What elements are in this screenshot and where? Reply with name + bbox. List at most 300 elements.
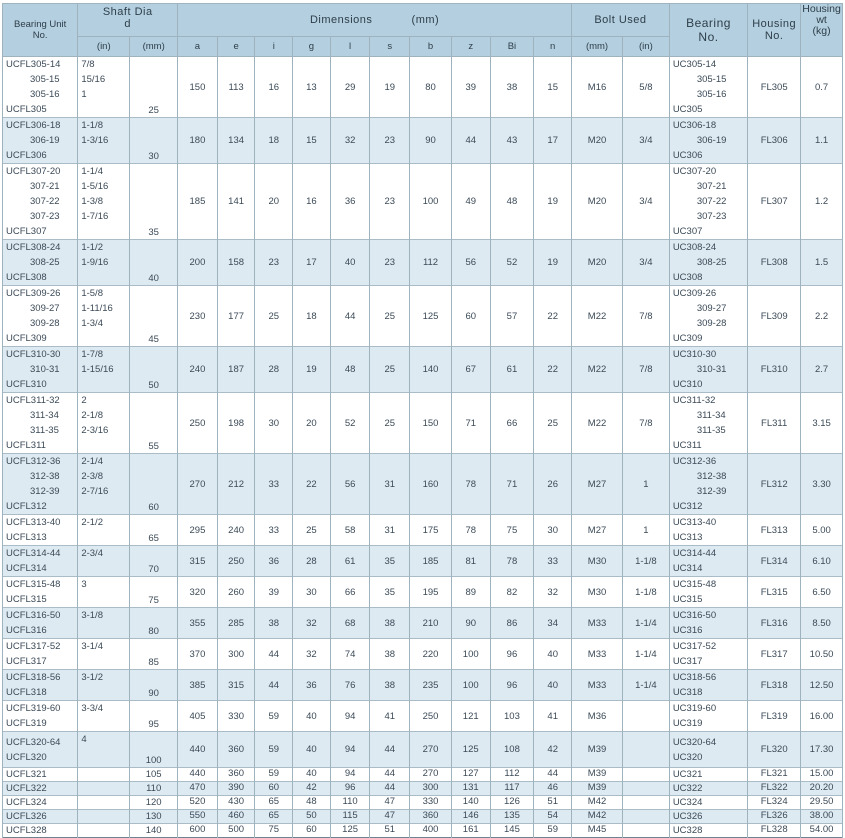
bearing-unit-line: UCFL315-48 [6, 579, 61, 590]
bearing-no-line: 312-39 [696, 486, 727, 497]
cell-s: 23 [370, 240, 410, 286]
bearing-unit-line: UCFL306 [6, 150, 47, 161]
header-bearing-unit-no [3, 4, 78, 57]
header-bolt-used: Bolt Used [572, 4, 670, 37]
cell-g: 48 [293, 796, 331, 810]
bearing-no-line: 309-28 [696, 318, 727, 329]
cell-s: 47 [370, 796, 410, 810]
cell-l: 110 [330, 796, 370, 810]
cell-s: 38 [370, 639, 410, 670]
table-row [3, 608, 843, 639]
cell-bi: 82 [490, 577, 534, 608]
cell-bi: 61 [490, 347, 534, 393]
bearing-no-line: 307-23 [696, 211, 727, 222]
cell-bearing-unit [3, 782, 78, 796]
table-row [3, 732, 843, 768]
bearing-no-line: UC307 [672, 226, 703, 237]
cell-housing-wt: 1.2 [801, 164, 843, 240]
cell-bearing-unit [3, 546, 78, 577]
cell-housing-no: FL326 [748, 810, 801, 824]
bearing-unit-line: UCFL312 [6, 501, 47, 512]
cell-l: 61 [330, 546, 370, 577]
header-a: a [178, 37, 218, 57]
cell-g: 50 [293, 810, 331, 824]
header-z: z [451, 37, 490, 57]
bearing-unit-line: UCFL305 [6, 104, 47, 115]
cell-e: 141 [217, 164, 255, 240]
shaft-mm-value: 30 [148, 151, 159, 162]
cell-bolt-in [622, 732, 669, 768]
header-housing-no-line1: Housing [752, 18, 797, 30]
cell-z: 90 [451, 608, 490, 639]
cell-shaft-mm [130, 393, 178, 454]
cell-bolt-in: 1-1/8 [622, 546, 669, 577]
cell-bolt-in [622, 768, 669, 782]
cell-a: 200 [178, 240, 218, 286]
cell-housing-wt: 8.50 [801, 608, 843, 639]
shaft-mm-value: 45 [148, 334, 159, 345]
cell-bolt-mm: M30 [572, 546, 623, 577]
cell-z: 140 [451, 796, 490, 810]
cell-g: 40 [293, 701, 331, 732]
bearing-no-line: UC320 [672, 751, 703, 763]
cell-a: 370 [178, 639, 218, 670]
shaft-mm-value: 35 [148, 227, 159, 238]
cell-b: 100 [410, 164, 452, 240]
cell-bolt-mm: M16 [572, 57, 623, 118]
cell-z: 67 [451, 347, 490, 393]
table-body [3, 57, 843, 838]
cell-b: 140 [410, 347, 452, 393]
cell-bearing-unit [3, 732, 78, 768]
cell-bi: 43 [490, 118, 534, 164]
cell-bearing-no [669, 57, 747, 118]
cell-b: 125 [410, 286, 452, 347]
cell-shaft-in [78, 118, 130, 164]
table-row [3, 393, 843, 454]
cell-l: 96 [330, 782, 370, 796]
cell-shaft-in [78, 347, 130, 393]
bearing-unit-line: UCFL305-14 [6, 59, 61, 70]
cell-b: 300 [410, 782, 452, 796]
header-i: i [255, 37, 293, 57]
cell-housing-wt: 29.50 [801, 796, 843, 810]
cell-shaft-mm [130, 824, 178, 838]
cell-bi: 145 [490, 824, 534, 838]
bearing-no-line: 310-31 [696, 364, 727, 375]
cell-bearing-unit [3, 577, 78, 608]
cell-l: 48 [330, 347, 370, 393]
cell-a: 315 [178, 546, 218, 577]
shaft-mm-value: 105 [145, 769, 162, 780]
header-bearing-no-line1: Bearing [686, 16, 731, 30]
cell-housing-wt: 2.2 [801, 286, 843, 347]
cell-housing-wt: 16.00 [801, 701, 843, 732]
shaft-in-line: 3 [81, 579, 87, 590]
shaft-mm-value: 75 [148, 595, 159, 606]
cell-s: 47 [370, 810, 410, 824]
shaft-mm-value: 70 [148, 564, 159, 575]
cell-n: 51 [534, 796, 572, 810]
cell-z: 39 [451, 57, 490, 118]
shaft-in-line [81, 768, 129, 780]
table-row [3, 670, 843, 701]
bearing-unit-line: UCFL310 [6, 379, 47, 390]
cell-e: 212 [217, 454, 255, 515]
cell-housing-wt: 38.00 [801, 810, 843, 824]
cell-bolt-mm: M45 [572, 824, 623, 838]
shaft-in-line: 2-1/8 [81, 410, 103, 421]
shaft-in-line: 1-15/16 [81, 364, 114, 375]
bearing-unit-line: 312-38 [30, 471, 60, 482]
cell-bolt-mm: M20 [572, 118, 623, 164]
cell-bearing-unit [3, 57, 78, 118]
header-mm: (mm) [130, 37, 178, 57]
cell-shaft-in [78, 240, 130, 286]
cell-bolt-mm: M22 [572, 347, 623, 393]
cell-bearing-unit [3, 286, 78, 347]
cell-housing-wt: 54.00 [801, 824, 843, 838]
cell-bolt-mm: M42 [572, 810, 623, 824]
cell-s: 38 [370, 608, 410, 639]
shaft-in-line: 1-5/16 [81, 181, 109, 192]
cell-g: 36 [293, 670, 331, 701]
cell-bearing-no [669, 608, 747, 639]
cell-s: 38 [370, 670, 410, 701]
cell-bearing-no [669, 796, 747, 810]
cell-z: 100 [451, 639, 490, 670]
cell-g: 20 [293, 393, 331, 454]
table-row [3, 286, 843, 347]
cell-bolt-mm: M33 [572, 639, 623, 670]
cell-housing-no: FL317 [748, 639, 801, 670]
cell-s: 44 [370, 782, 410, 796]
cell-shaft-mm [130, 796, 178, 810]
cell-bolt-in: 1-1/4 [622, 639, 669, 670]
cell-z: 49 [451, 164, 490, 240]
cell-bearing-no [669, 768, 747, 782]
cell-shaft-in [78, 286, 130, 347]
cell-i: 20 [255, 164, 293, 240]
cell-bearing-unit [3, 768, 78, 782]
table-row [3, 164, 843, 240]
cell-a: 440 [178, 768, 218, 782]
cell-bolt-mm: M22 [572, 286, 623, 347]
cell-g: 60 [293, 824, 331, 838]
cell-n: 19 [534, 164, 572, 240]
table-row [3, 824, 843, 838]
header-s: s [370, 37, 410, 57]
cell-bearing-unit [3, 639, 78, 670]
shaft-in-line: 2 [81, 395, 87, 406]
cell-bolt-in: 3/4 [622, 240, 669, 286]
cell-s: 25 [370, 393, 410, 454]
cell-housing-no: FL321 [748, 768, 801, 782]
cell-s: 44 [370, 768, 410, 782]
header-housing-wt [801, 4, 843, 57]
cell-z: 121 [451, 701, 490, 732]
cell-housing-no: FL308 [748, 240, 801, 286]
cell-g: 22 [293, 454, 331, 515]
cell-n: 19 [534, 240, 572, 286]
header-dimensions: Dimensions (mm) [178, 4, 572, 37]
bearing-no-line: UC324 [672, 796, 703, 808]
cell-shaft-mm [130, 286, 178, 347]
header-housing-no-line2: No. [764, 30, 784, 42]
bearing-no-line: UC308 [672, 272, 703, 283]
cell-g: 25 [293, 515, 331, 546]
cell-housing-wt: 15.00 [801, 768, 843, 782]
cell-shaft-in [78, 164, 130, 240]
cell-bolt-mm: M22 [572, 393, 623, 454]
cell-g: 15 [293, 118, 331, 164]
cell-l: 40 [330, 240, 370, 286]
shaft-in-line: 1-7/8 [81, 349, 103, 360]
cell-n: 30 [534, 515, 572, 546]
cell-bearing-no [669, 810, 747, 824]
cell-l: 52 [330, 393, 370, 454]
bearing-unit-line: 305-15 [30, 74, 60, 85]
cell-g: 19 [293, 347, 331, 393]
cell-bi: 126 [490, 796, 534, 810]
bearing-unit-line: 307-23 [30, 211, 60, 222]
bearing-unit-line: 310-31 [30, 364, 60, 375]
cell-housing-wt: 20.20 [801, 782, 843, 796]
cell-shaft-in [78, 454, 130, 515]
cell-a: 600 [178, 824, 218, 838]
cell-g: 32 [293, 608, 331, 639]
bearing-unit-line: UCFL317 [6, 656, 47, 667]
bearing-no-line: 308-25 [696, 257, 727, 268]
cell-z: 56 [451, 240, 490, 286]
cell-shaft-in [78, 577, 130, 608]
cell-e: 330 [217, 701, 255, 732]
bearing-no-line: UC328 [672, 824, 703, 836]
cell-bearing-unit [3, 240, 78, 286]
cell-shaft-mm [130, 782, 178, 796]
bearing-unit-line: UCFL324 [6, 796, 47, 808]
cell-shaft-in [78, 701, 130, 732]
cell-s: 19 [370, 57, 410, 118]
cell-shaft-in [78, 824, 130, 838]
cell-bearing-unit [3, 347, 78, 393]
cell-bearing-no [669, 701, 747, 732]
table-row [3, 454, 843, 515]
shaft-in-line: 2-1/4 [81, 456, 103, 467]
cell-i: 44 [255, 670, 293, 701]
header-housing-wt-line2: wt [816, 14, 827, 26]
cell-n: 59 [534, 824, 572, 838]
cell-bi: 96 [490, 670, 534, 701]
cell-housing-wt: 3.15 [801, 393, 843, 454]
cell-shaft-mm [130, 810, 178, 824]
header-e: e [217, 37, 255, 57]
table-row [3, 240, 843, 286]
table-row [3, 768, 843, 782]
shaft-mm-value: 50 [148, 380, 159, 391]
cell-n: 44 [534, 768, 572, 782]
cell-shaft-mm [130, 515, 178, 546]
cell-b: 360 [410, 810, 452, 824]
bearing-unit-line: UCFL310-30 [6, 349, 61, 360]
shaft-in-line: 2-3/4 [81, 548, 103, 559]
cell-bearing-unit [3, 393, 78, 454]
cell-e: 285 [217, 608, 255, 639]
shaft-mm-value: 40 [148, 273, 159, 284]
cell-housing-no: FL306 [748, 118, 801, 164]
table-header [3, 4, 843, 57]
cell-i: 25 [255, 286, 293, 347]
cell-bearing-no [669, 118, 747, 164]
cell-housing-no: FL324 [748, 796, 801, 810]
shaft-in-line [81, 824, 129, 836]
cell-i: 65 [255, 810, 293, 824]
cell-housing-wt: 1.5 [801, 240, 843, 286]
cell-shaft-mm [130, 240, 178, 286]
cell-b: 270 [410, 768, 452, 782]
bearing-no-line: UC316-50 [672, 610, 717, 621]
cell-b: 210 [410, 608, 452, 639]
cell-bearing-unit [3, 796, 78, 810]
bearing-unit-line: 308-25 [30, 257, 60, 268]
bearing-unit-line: UCFL307 [6, 226, 47, 237]
cell-i: 59 [255, 732, 293, 768]
bearing-no-line: 305-16 [696, 89, 727, 100]
cell-n: 54 [534, 810, 572, 824]
cell-housing-no: FL319 [748, 701, 801, 732]
shaft-in-line: 3-1/4 [81, 641, 103, 652]
cell-e: 360 [217, 768, 255, 782]
shaft-mm-value: 95 [148, 719, 159, 730]
cell-z: 125 [451, 732, 490, 768]
cell-housing-wt: 6.50 [801, 577, 843, 608]
cell-z: 81 [451, 546, 490, 577]
cell-e: 500 [217, 824, 255, 838]
cell-l: 32 [330, 118, 370, 164]
cell-e: 315 [217, 670, 255, 701]
bearing-no-line: UC305-14 [672, 59, 717, 70]
cell-b: 330 [410, 796, 452, 810]
bearing-unit-line: UCFL313-40 [6, 517, 61, 528]
cell-shaft-mm [130, 608, 178, 639]
cell-bearing-no [669, 393, 747, 454]
cell-bearing-no [669, 732, 747, 768]
cell-a: 270 [178, 454, 218, 515]
bearing-unit-line: 309-27 [30, 303, 60, 314]
shaft-in-line [81, 810, 129, 822]
cell-n: 33 [534, 546, 572, 577]
cell-a: 405 [178, 701, 218, 732]
bearing-unit-line: UCFL320-64 [6, 736, 61, 748]
cell-e: 460 [217, 810, 255, 824]
shaft-mm-value: 130 [145, 811, 162, 822]
cell-housing-no: FL313 [748, 515, 801, 546]
bearing-no-line: UC308-24 [672, 242, 717, 253]
cell-bearing-no [669, 670, 747, 701]
cell-bearing-no [669, 639, 747, 670]
cell-n: 17 [534, 118, 572, 164]
bearing-no-line: UC311 [672, 440, 702, 451]
cell-n: 22 [534, 286, 572, 347]
cell-n: 25 [534, 393, 572, 454]
cell-shaft-in [78, 639, 130, 670]
cell-l: 44 [330, 286, 370, 347]
bearing-unit-line: UCFL309-26 [6, 288, 61, 299]
shaft-mm-value: 120 [145, 797, 162, 808]
header-housing-no [748, 4, 801, 57]
cell-g: 16 [293, 164, 331, 240]
table-row [3, 796, 843, 810]
shaft-mm-value: 85 [148, 657, 159, 668]
cell-i: 75 [255, 824, 293, 838]
cell-shaft-mm [130, 670, 178, 701]
bearing-no-line: 306-19 [696, 135, 727, 146]
table-row [3, 639, 843, 670]
cell-bi: 66 [490, 393, 534, 454]
cell-n: 40 [534, 670, 572, 701]
bearing-unit-line: 307-21 [30, 181, 60, 192]
header-shaft-dia [78, 4, 178, 37]
cell-bi: 52 [490, 240, 534, 286]
cell-i: 16 [255, 57, 293, 118]
cell-i: 30 [255, 393, 293, 454]
shaft-in-line: 1-1/4 [81, 166, 103, 177]
cell-bearing-unit [3, 810, 78, 824]
cell-l: 74 [330, 639, 370, 670]
cell-housing-wt: 5.00 [801, 515, 843, 546]
shaft-in-line: 3-1/8 [81, 610, 103, 621]
cell-bolt-mm: M33 [572, 608, 623, 639]
bearing-no-line: 311-35 [696, 425, 726, 436]
cell-s: 23 [370, 164, 410, 240]
bearing-no-line: UC317 [672, 656, 703, 667]
cell-i: 38 [255, 608, 293, 639]
cell-l: 94 [330, 768, 370, 782]
cell-housing-wt: 1.1 [801, 118, 843, 164]
table-row [3, 57, 843, 118]
shaft-mm-value: 65 [148, 533, 159, 544]
cell-e: 260 [217, 577, 255, 608]
shaft-in-line: 15/16 [81, 74, 106, 85]
cell-i: 28 [255, 347, 293, 393]
bearing-no-line: 312-38 [696, 471, 727, 482]
cell-b: 235 [410, 670, 452, 701]
cell-s: 41 [370, 701, 410, 732]
cell-housing-no: FL305 [748, 57, 801, 118]
cell-housing-no: FL314 [748, 546, 801, 577]
cell-housing-wt: 17.30 [801, 732, 843, 768]
bearing-no-line: UC314-44 [672, 548, 717, 559]
shaft-in-line: 2-7/16 [81, 486, 109, 497]
bearing-no-line: UC317-52 [672, 641, 717, 652]
cell-shaft-in [78, 608, 130, 639]
cell-z: 60 [451, 286, 490, 347]
cell-a: 470 [178, 782, 218, 796]
bearing-unit-line: UCFL314-44 [6, 548, 61, 559]
cell-bolt-in [622, 810, 669, 824]
shaft-mm-value: 100 [145, 755, 162, 766]
cell-e: 300 [217, 639, 255, 670]
cell-l: 68 [330, 608, 370, 639]
cell-bearing-unit [3, 824, 78, 838]
cell-i: 33 [255, 454, 293, 515]
shaft-mm-value: 80 [148, 626, 159, 637]
cell-a: 185 [178, 164, 218, 240]
bearing-no-line: UC312 [672, 501, 703, 512]
cell-bolt-in: 1-1/4 [622, 608, 669, 639]
cell-bearing-no [669, 782, 747, 796]
cell-a: 385 [178, 670, 218, 701]
